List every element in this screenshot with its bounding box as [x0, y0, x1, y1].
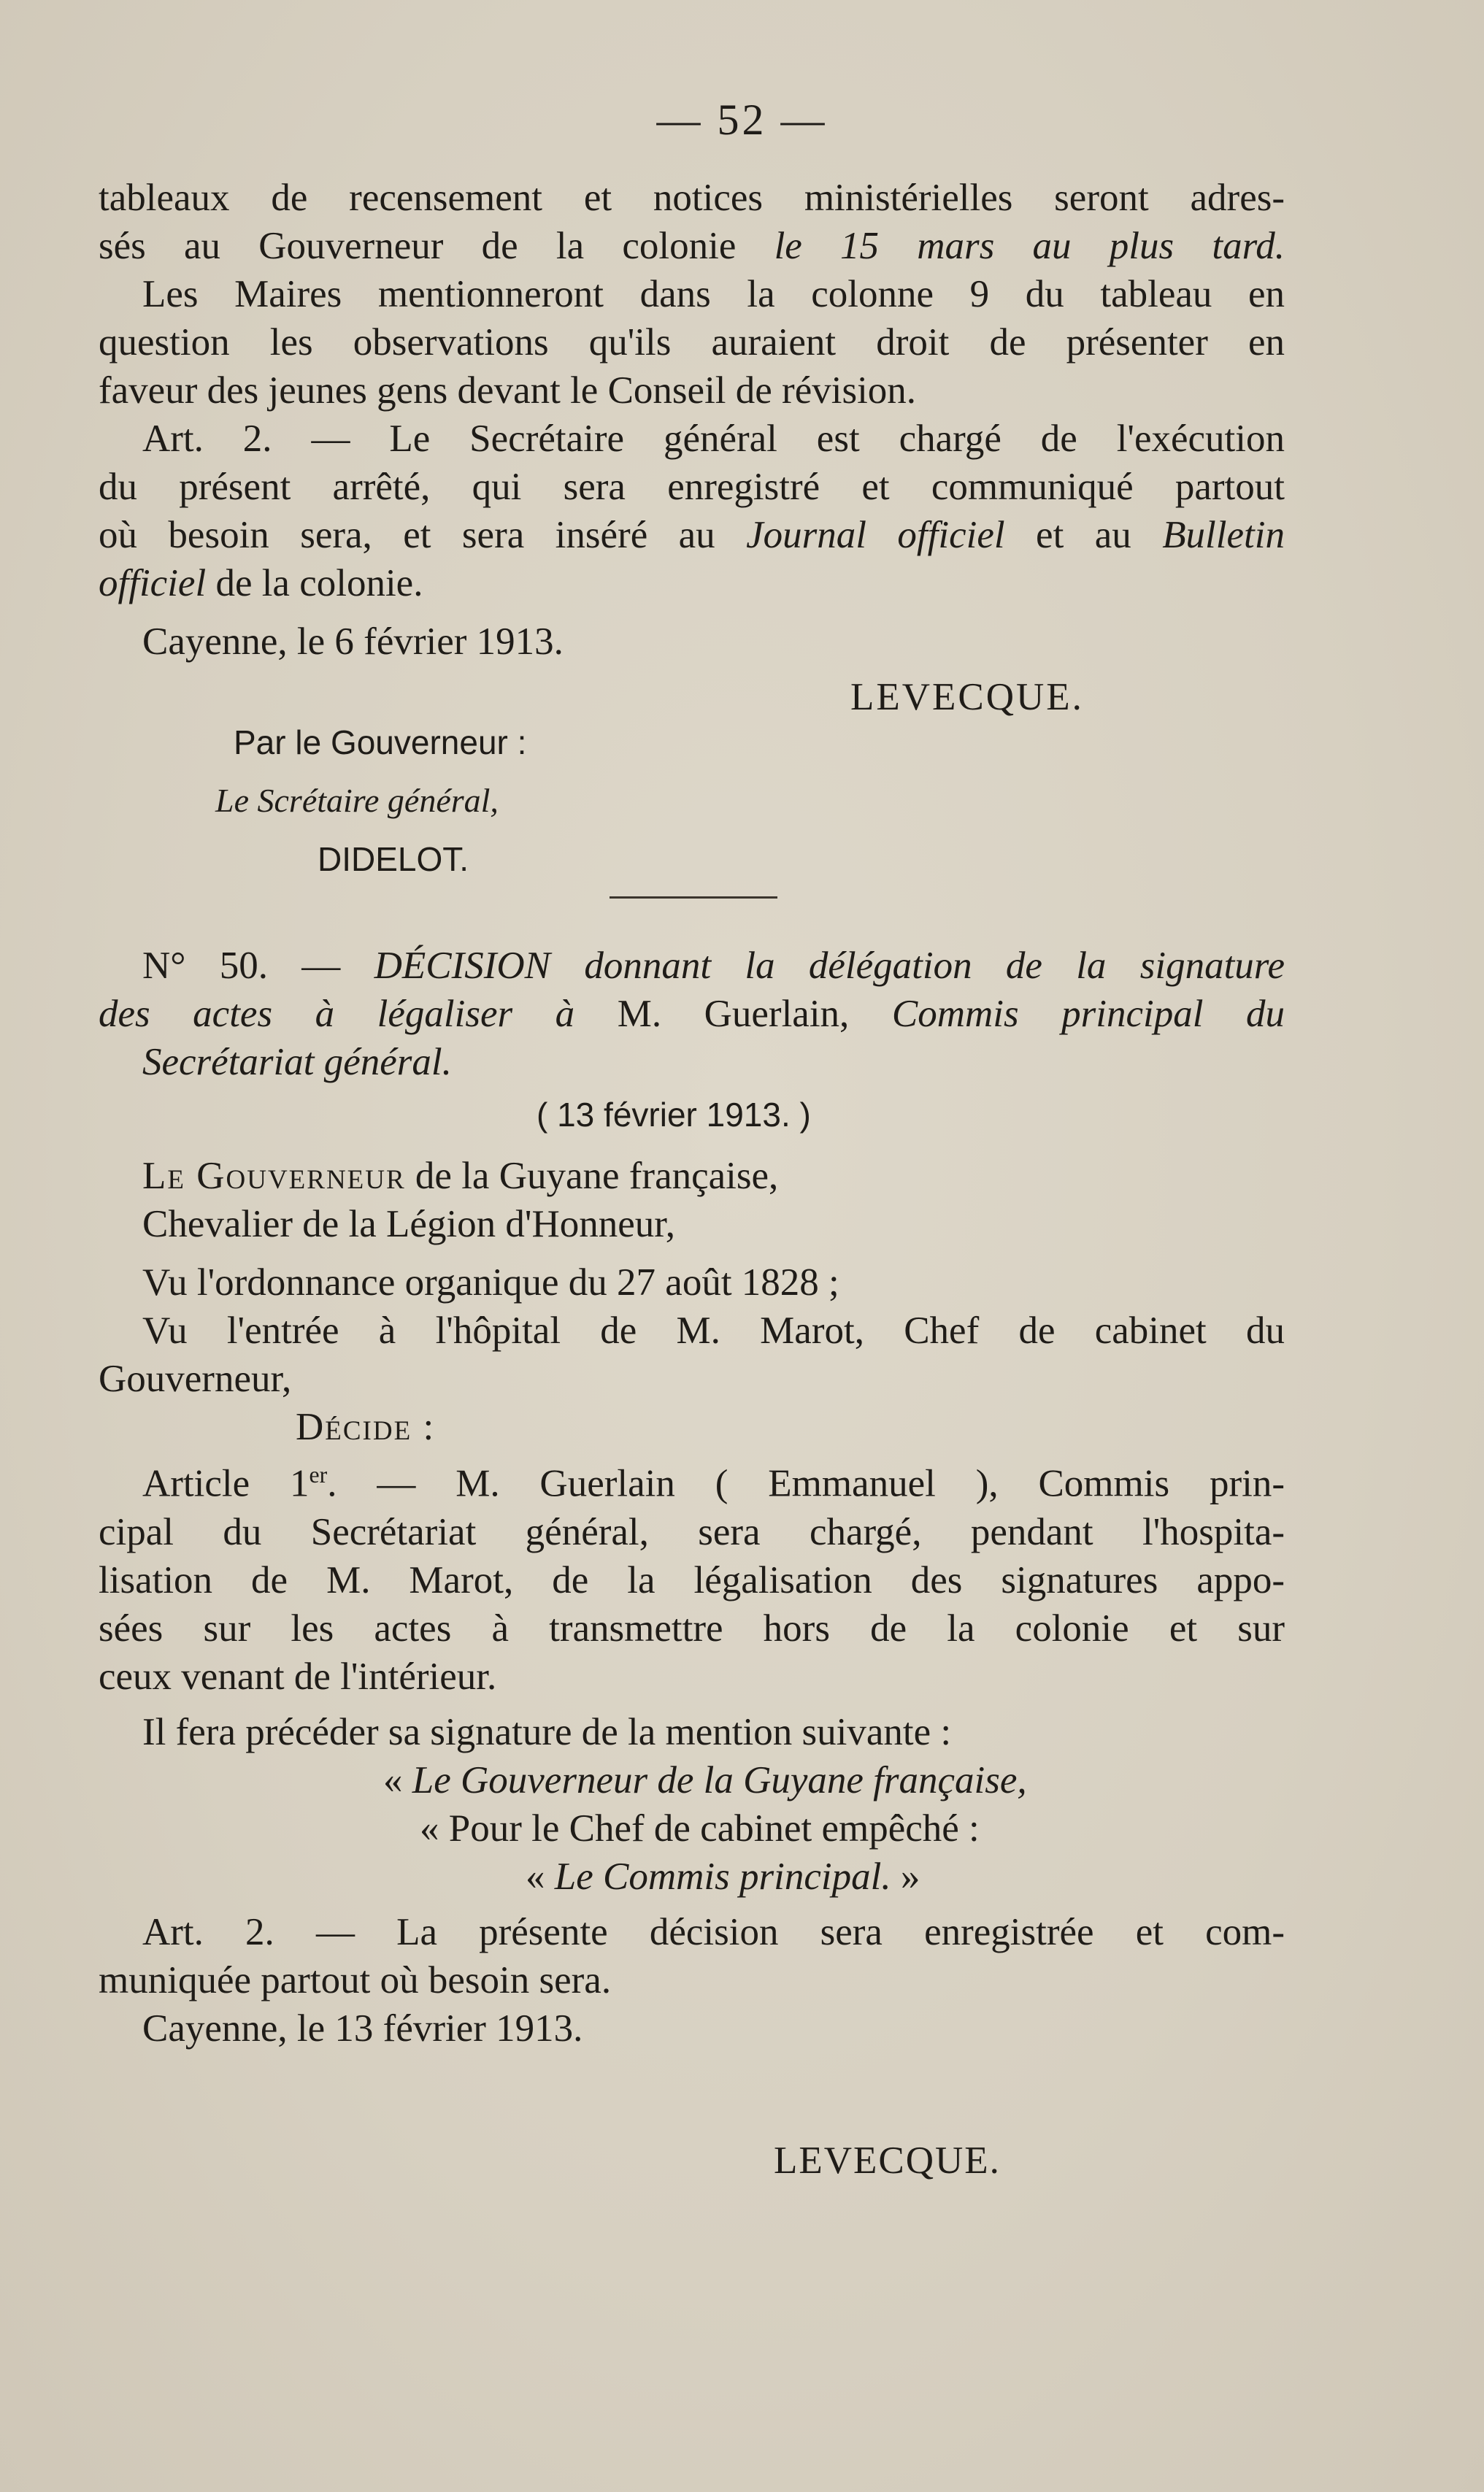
line: ceux venant de l'intérieur.: [99, 1655, 497, 1698]
body-text-1: [99, 174, 1285, 666]
decision-body: [99, 1152, 1285, 2053]
superscript: er: [309, 1462, 328, 1488]
line: du présent arrêté, qui sera enregistré et communiqué partout: [99, 466, 1285, 508]
line: [99, 990, 1285, 1038]
line: tableaux de recensement et notices ministérielles seront adres-: [99, 177, 1285, 219]
line: Les Maires mentionneront dans la colonne 9 du tableau en: [142, 273, 1285, 315]
line: [99, 511, 1285, 559]
text: «: [526, 1855, 555, 1898]
line: [99, 1853, 1285, 1901]
text: Le Commis principal.: [554, 1855, 891, 1898]
line: Il fera précéder sa signature de la mention suivante :: [142, 1710, 952, 1753]
secretaire-general: Le Scrétaire général,: [215, 782, 499, 819]
line: [99, 1152, 1285, 1200]
text: et au: [1004, 514, 1163, 556]
deadline: le 15 mars au plus tard.: [774, 225, 1285, 267]
line: muniquée partout où besoin sera.: [99, 1958, 612, 2001]
text: Article 1: [142, 1462, 310, 1505]
text: sés au Gouverneur de la colonie: [99, 225, 774, 267]
decide-heading: Décide :: [296, 1406, 436, 1448]
line: Vu l'entrée à l'hôpital de M. Marot, Chef de cabinet du: [142, 1310, 1285, 1352]
name-guerlain: M. Guerlain,: [617, 993, 892, 1035]
decision-title: DÉCISION donnant la délégation de la signature: [374, 945, 1285, 987]
line: faveur des jeunes gens devant le Conseil de révision.: [99, 369, 917, 412]
section-divider: [610, 896, 777, 899]
line: Art. 2. — Le Secrétaire général est chargé de l'exécution: [142, 418, 1285, 460]
line: « Pour le Chef de cabinet empêché :: [420, 1807, 980, 1850]
signature-levecque-1: LEVECQUE.: [850, 676, 1084, 718]
text: des actes à légaliser à: [99, 993, 618, 1035]
text: »: [891, 1855, 920, 1898]
line: Secrétariat général.: [142, 1041, 452, 1083]
decision-number: N° 50. —: [142, 945, 374, 987]
line: sées sur les actes à transmettre hors de la colonie et sur: [99, 1607, 1285, 1650]
par-le-gouverneur: Par le Gouverneur :: [234, 723, 527, 761]
le-gouverneur: Le Gouverneur: [142, 1155, 406, 1197]
decision-header: [99, 942, 1285, 1086]
line: [99, 942, 1285, 990]
line: [99, 559, 1285, 607]
line: [99, 1756, 1285, 1804]
bulletin-title: officiel: [99, 562, 207, 604]
decision-date: ( 13 février 1913. ): [537, 1096, 811, 1134]
date-line-2: Cayenne, le 13 février 1913.: [142, 2007, 583, 2050]
line: Vu l'ordonnance organique du 27 août 1828 ;: [142, 1261, 839, 1304]
line: [99, 1451, 1285, 1508]
line: question les observations qu'ils auraient droit de présenter en: [99, 321, 1285, 364]
text: Le Gouverneur de la Guyane française,: [412, 1758, 1027, 1801]
signature-levecque-2: LEVECQUE.: [774, 2139, 1001, 2182]
text: de la Guyane française,: [405, 1155, 779, 1197]
text: Commis principal du: [891, 993, 1285, 1035]
line: Art. 2. — La présente décision sera enregistrée et com-: [142, 1910, 1285, 1953]
bulletin-title: Bulletin: [1162, 514, 1285, 556]
journal-title: Journal officiel: [746, 514, 1005, 556]
text: «: [383, 1758, 412, 1801]
line: lisation de M. Marot, de la légalisation des signatures appo-: [99, 1558, 1285, 1601]
page-number: — 52 —: [656, 96, 828, 144]
signature-didelot: DIDELOT.: [318, 840, 469, 878]
line: Chevalier de la Légion d'Honneur,: [142, 1203, 676, 1245]
line: Gouverneur,: [99, 1358, 292, 1400]
line: [99, 222, 1285, 270]
text: . — M. Guerlain ( Emmanuel ), Commis prin-: [327, 1462, 1285, 1505]
date-line-1: Cayenne, le 6 février 1913.: [142, 620, 564, 663]
text: de la colonie.: [206, 562, 423, 604]
line: cipal du Secrétariat général, sera chargé, pendant l'hospita-: [99, 1510, 1285, 1553]
text: où besoin sera, et sera inséré au: [99, 514, 747, 556]
